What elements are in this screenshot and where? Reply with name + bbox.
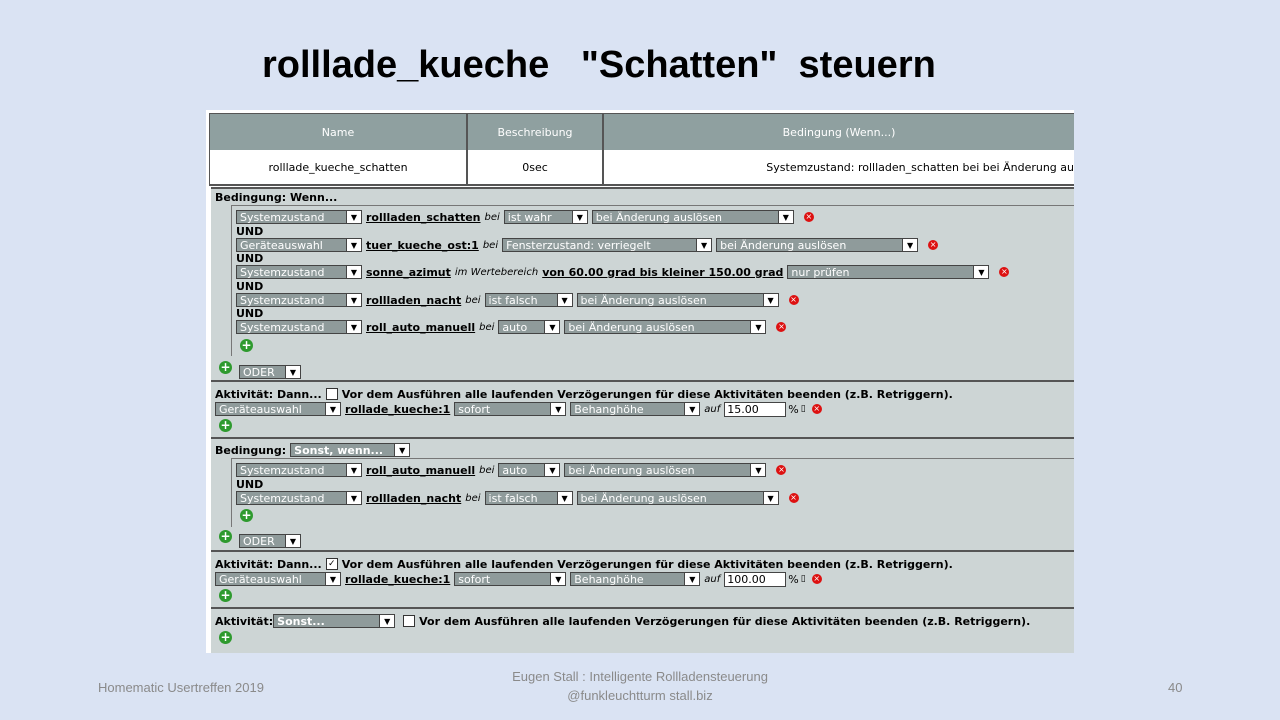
unit-text: % <box>788 402 799 416</box>
header-name: Name <box>210 114 468 150</box>
value-select[interactable]: auto ▼ <box>498 320 560 334</box>
delete-icon[interactable]: × <box>929 240 937 249</box>
add-group-icon[interactable]: + <box>220 360 231 374</box>
condition-row <box>236 490 799 506</box>
trigger-select[interactable]: bei Änderung auslösen ▼ <box>564 463 766 477</box>
stop-delays-checkbox[interactable] <box>403 615 415 627</box>
activity-block-3 <box>211 607 1074 653</box>
add-condition-icon[interactable]: + <box>241 338 252 352</box>
table-header <box>209 113 1074 151</box>
checkbox-text: Vor dem Ausführen alle laufenden Verzögerungen für diese Aktivitäten beenden (z.B. Retriggern). <box>341 557 953 571</box>
activity-header <box>215 386 953 402</box>
trigger-select[interactable]: bei Änderung auslösen ▼ <box>564 320 766 334</box>
type-select[interactable]: Geräteauswahl ▼ <box>215 402 341 416</box>
timing-select[interactable]: sofort ▼ <box>454 402 566 416</box>
und-label: UND <box>236 280 264 293</box>
operator-text: bei <box>482 239 499 251</box>
stop-delays-checkbox[interactable]: ✓ <box>326 558 338 570</box>
value-select[interactable]: auto ▼ <box>498 463 560 477</box>
condition-row <box>236 209 814 225</box>
trigger-select[interactable]: bei Änderung auslösen ▼ <box>577 491 779 505</box>
und-label: UND <box>236 252 264 265</box>
condition-group <box>231 205 1074 356</box>
operator-text: bei <box>465 492 481 504</box>
cell-description: 0sec <box>468 150 604 186</box>
condition-label: Bedingung: <box>215 443 287 457</box>
condition-row <box>236 462 786 478</box>
param-select[interactable]: Behanghöhe ▼ <box>570 572 700 586</box>
operator-text: bei <box>465 294 481 306</box>
add-group-icon[interactable]: + <box>220 529 231 543</box>
condition-label: Bedingung: Wenn... <box>215 191 338 204</box>
value-input[interactable]: 100.00 <box>724 572 786 587</box>
delete-icon[interactable]: × <box>790 295 797 304</box>
device-link[interactable]: rollade_kueche:1 <box>345 402 451 416</box>
value-select[interactable]: ist falsch ▼ <box>485 491 573 505</box>
condition-block-1 <box>211 187 1074 381</box>
trigger-select[interactable]: bei Änderung auslösen ▼ <box>577 293 779 307</box>
cell-name: rolllade_kueche_schatten <box>209 150 468 186</box>
type-select[interactable]: Geräteauswahl ▼ <box>215 572 341 586</box>
type-select[interactable]: Systemzustand ▼ <box>236 463 362 477</box>
cell-condition: Systemzustand: rollladen_schatten bei bei Änderung au <box>604 150 1074 186</box>
type-select[interactable]: Systemzustand ▼ <box>236 210 362 224</box>
checkbox-text: Vor dem Ausführen alle laufenden Verzögerungen für diese Aktivitäten beenden (z.B. Retriggern). <box>341 387 953 401</box>
activity-label: Aktivität: Dann... <box>215 557 322 571</box>
delete-icon[interactable]: × <box>790 493 797 502</box>
activity-row <box>215 571 822 587</box>
slide-title: rolllade_kueche "Schatten" steuern <box>262 44 936 86</box>
footer-author: Eugen Stall : Intelligente Rollladensteuerung <box>512 669 768 684</box>
program-editor-screenshot <box>206 110 1074 653</box>
stop-delays-checkbox[interactable] <box>326 388 338 400</box>
doc-icon[interactable]: ▯ <box>800 404 806 414</box>
range-link[interactable]: von 60.00 grad bis kleiner 150.00 grad <box>542 265 784 279</box>
page-number: 40 <box>1168 680 1183 695</box>
object-link[interactable]: roll_auto_manuell <box>366 463 476 477</box>
auf-text: auf <box>704 573 721 585</box>
und-label: UND <box>236 307 264 320</box>
operator-text: im Wertebereich <box>454 266 539 278</box>
add-condition-icon[interactable]: + <box>241 508 252 522</box>
timing-select[interactable]: sofort ▼ <box>454 572 566 586</box>
oder-select[interactable]: ODER ▼ <box>239 365 301 379</box>
delete-icon[interactable]: × <box>778 465 785 474</box>
value-select[interactable]: ist wahr ▼ <box>504 210 588 224</box>
type-select[interactable]: Systemzustand ▼ <box>236 491 362 505</box>
activity-label: Aktivität: <box>215 614 274 628</box>
object-link[interactable]: rollladen_nacht <box>366 491 462 505</box>
param-select[interactable]: Behanghöhe ▼ <box>570 402 700 416</box>
activity-label: Aktivität: Dann... <box>215 387 322 401</box>
condition-row <box>236 237 938 253</box>
device-link[interactable]: rollade_kueche:1 <box>345 572 451 586</box>
value-select[interactable]: ist falsch ▼ <box>485 293 573 307</box>
type-select[interactable]: Systemzustand ▼ <box>236 293 362 307</box>
object-link[interactable]: sonne_azimut <box>366 265 451 279</box>
value-input[interactable]: 15.00 <box>724 402 786 417</box>
activity-block-1 <box>211 380 1074 437</box>
condition-row <box>236 264 1009 280</box>
header-description: Beschreibung <box>468 114 604 150</box>
operator-text: bei <box>479 464 495 476</box>
add-activity-icon[interactable]: + <box>220 588 231 602</box>
object-link[interactable]: roll_auto_manuell <box>366 320 476 334</box>
trigger-select[interactable]: bei Änderung auslösen ▼ <box>716 238 918 252</box>
mode-select[interactable]: Sonst... ▼ <box>273 614 395 628</box>
object-link[interactable]: rollladen_schatten <box>366 210 481 224</box>
oder-select-wrap <box>239 534 305 548</box>
auf-text: auf <box>704 403 721 415</box>
add-activity-icon[interactable]: + <box>220 630 231 644</box>
activity-header <box>215 556 953 572</box>
table-row[interactable] <box>209 150 1074 186</box>
condition-header <box>215 442 414 458</box>
condition-group <box>231 458 1074 527</box>
type-select[interactable]: Systemzustand ▼ <box>236 320 362 334</box>
condition-row <box>236 292 799 308</box>
doc-icon[interactable]: ▯ <box>800 574 806 584</box>
footer-event: Homematic Usertreffen 2019 <box>98 680 264 695</box>
activity-block-2 <box>211 550 1074 607</box>
activity-row <box>215 401 822 417</box>
mode-select[interactable]: Sonst, wenn... ▼ <box>290 443 410 457</box>
delete-icon[interactable]: × <box>813 574 821 583</box>
unit-text: % <box>788 572 799 586</box>
und-label: UND <box>236 478 264 491</box>
header-condition: Bedingung (Wenn...) <box>782 125 896 139</box>
activity-header <box>215 613 1030 629</box>
delete-icon[interactable]: × <box>805 212 813 221</box>
type-select[interactable]: Geräteauswahl ▼ <box>236 238 362 252</box>
delete-icon[interactable]: × <box>778 322 785 331</box>
und-label: UND <box>236 225 264 238</box>
operator-text: bei <box>484 211 500 223</box>
condition-block-2 <box>211 437 1074 551</box>
oder-select-wrap <box>239 365 305 379</box>
trigger-select[interactable]: bei Änderung auslösen ▼ <box>592 210 794 224</box>
oder-select[interactable]: ODER ▼ <box>239 534 301 548</box>
delete-icon[interactable]: × <box>813 404 821 413</box>
condition-row <box>236 319 786 335</box>
operator-text: bei <box>479 321 495 333</box>
checkbox-text: Vor dem Ausführen alle laufenden Verzögerungen für diese Aktivitäten beenden (z.B. Retriggern). <box>419 614 1031 628</box>
value-select[interactable]: Fensterzustand: verriegelt ▼ <box>502 238 712 252</box>
object-link[interactable]: tuer_kueche_ost:1 <box>366 238 479 252</box>
delete-icon[interactable]: × <box>1001 267 1008 276</box>
object-link[interactable]: rollladen_nacht <box>366 293 462 307</box>
trigger-select[interactable]: nur prüfen ▼ <box>787 265 989 279</box>
footer-links: @funkleuchtturm stall.biz <box>567 688 713 703</box>
add-activity-icon[interactable]: + <box>220 418 231 432</box>
type-select[interactable]: Systemzustand ▼ <box>236 265 362 279</box>
